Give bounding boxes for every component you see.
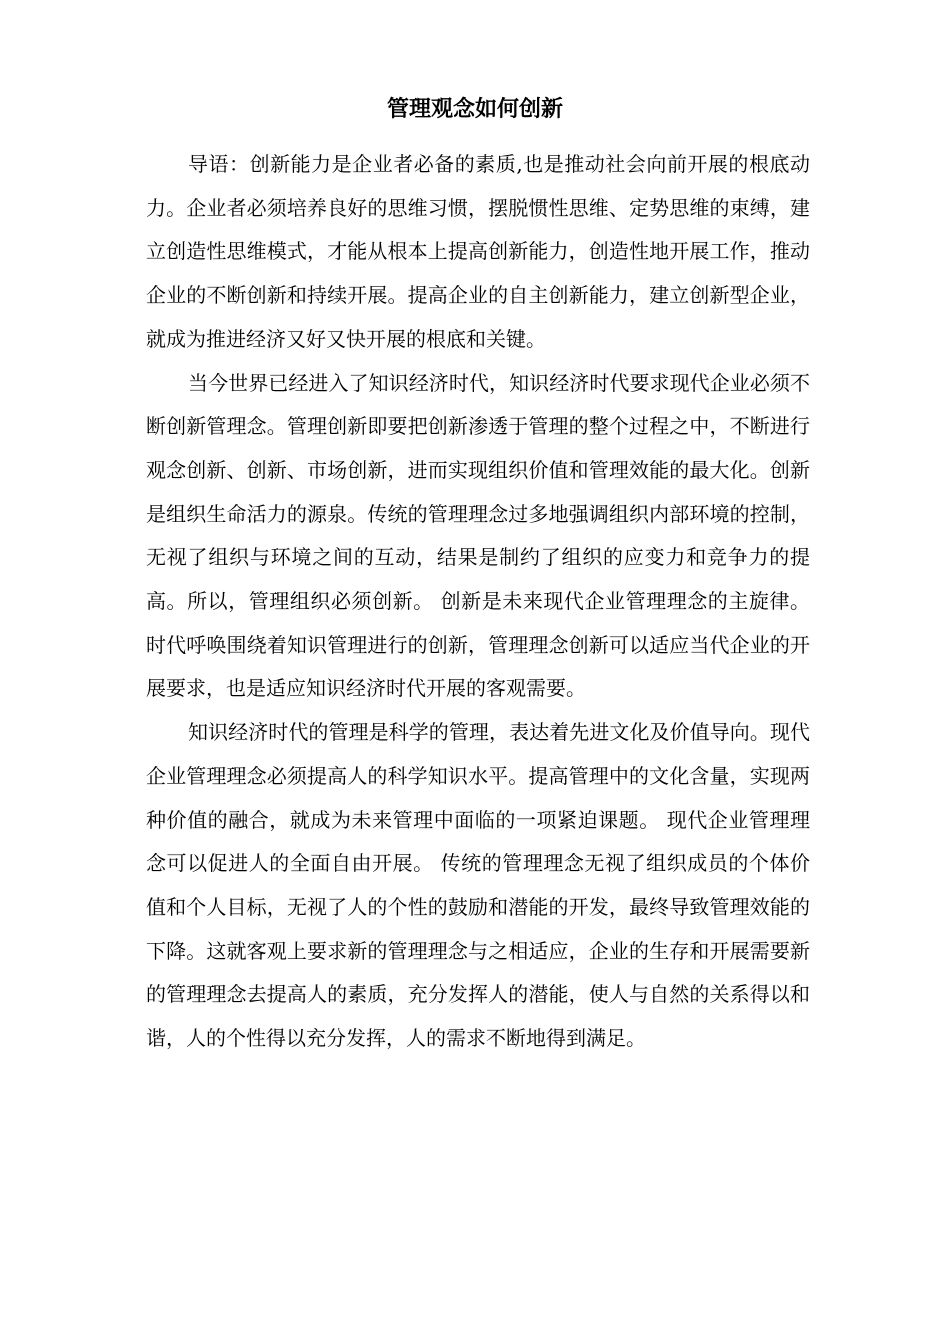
paragraph-knowledge-economy: 当今世界已经进入了知识经济时代，知识经济时代要求现代企业必须不断创新管理念。管理创新即要把创新渗透于管理的整个过程之中，不断进行观念创新、创新、市场创新，进而实现组织价值和管理效能的最大化。创新是组织生命活力的源泉。传统的管理理念过多地强调组织内部环境的控制，无视了组织与环境之间的互动，结果是制约了组织的应变力和竞争力的提高。所以，管理组织必须创新。 创新是未来现代企业管理理念的主旋律。 时代呼唤围绕着知识管理进行的创新，管理理念创新可以适应当代企业的开展要求，也是适应知识经济时代开展的客观需要。 [146,370,810,701]
paragraph-scientific-management: 知识经济时代的管理是科学的管理，表达着先进文化及价值导向。现代企业管理理念必须提高人的科学知识水平。提高管理中的文化含量，实现两种价值的融合，就成为未来管理中面临的一项紧迫课题。 现代企业管理理念可以促进人的全面自由开展。 传统的管理理念无视了组织成员的个体价值和个人目标，无视了人的个性的鼓励和潜能的开发，最终导致管理效能的下降。这就客观上要求新的管理理念与之相适应，企业的生存和开展需要新的管理理念去提高人的素质，充分发挥人的潜能，使人与自然的关系得以和谐，人的个性得以充分发挥，人的需求不断地得到满足。 [146,720,810,1051]
paragraph-intro: 导语：创新能力是企业者必备的素质,也是推动社会向前开展的根底动力。企业者必须培养良好的思维习惯，摆脱惯性思维、定势思维的束缚，建立创造性思维模式，才能从根本上提高创新能力，创造性地开展工作，推动企业的不断创新和持续开展。提高企业的自主创新能力，建立创新型企业，就成为推进经济又好又快开展的根底和关键。 [146,152,810,351]
document-title: 管理观念如何创新 [386,97,563,122]
document-body [146,143,810,1061]
